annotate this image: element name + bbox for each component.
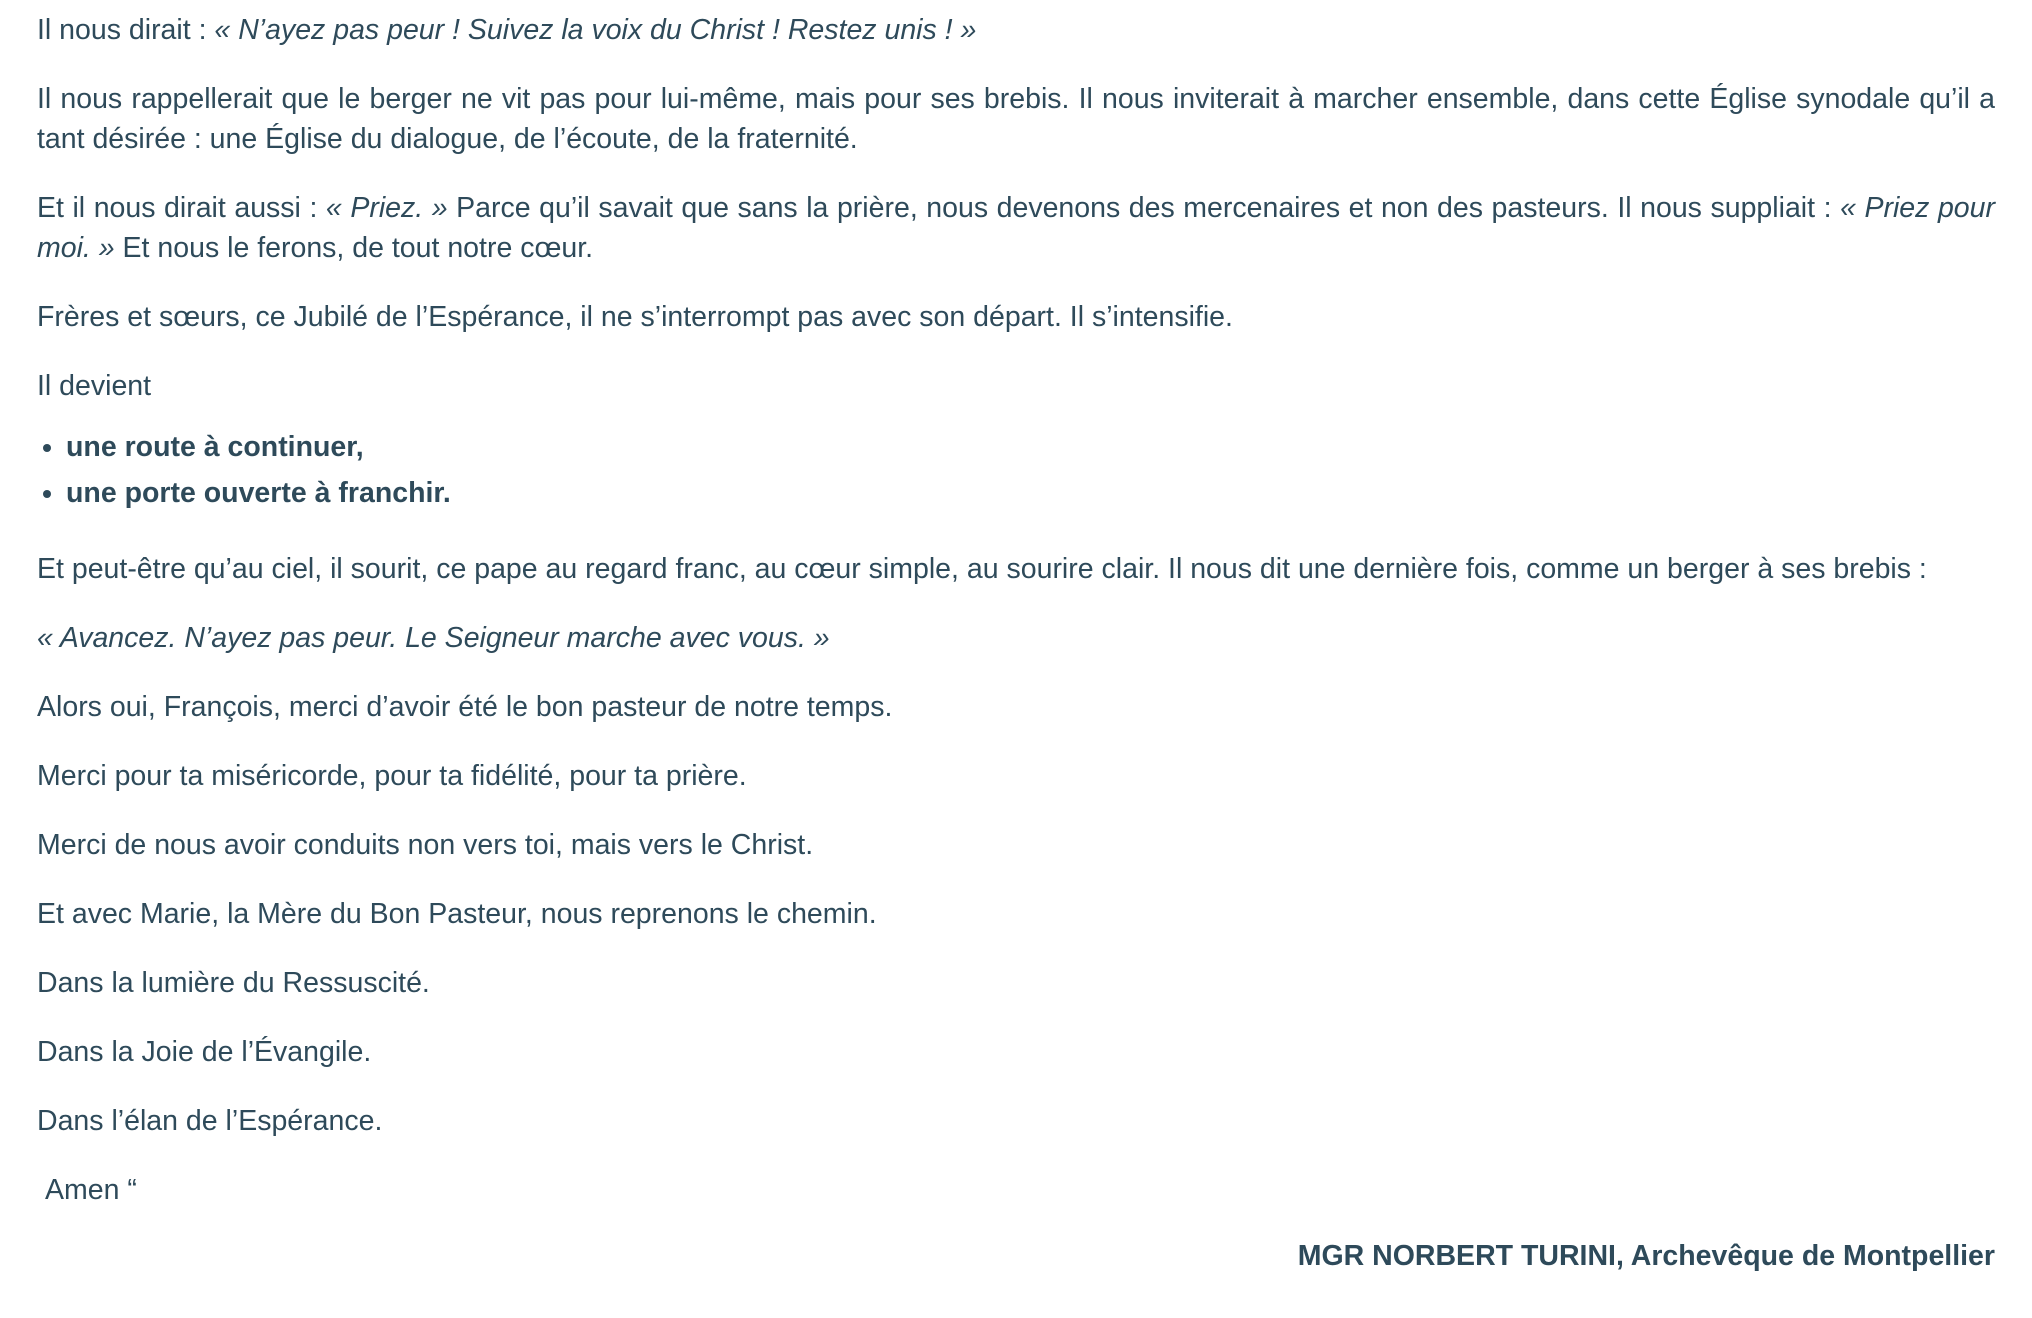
list-item: • une route à continuer,: [66, 424, 1995, 470]
paragraph-avancez-quote: [37, 618, 1995, 658]
quote-text: « Priez. »: [325, 192, 448, 224]
paragraph-elan: Dans l’élan de l’Espérance.: [37, 1105, 383, 1137]
paragraph-au-ciel: Et peut-être qu’au ciel, il sourit, ce pape au regard franc, au cœur simple, au sourire clair. Il nous dit une dernière fois, comme un berger à ses brebis :: [37, 553, 1927, 585]
quote-text: « N’ayez pas peur ! Suivez la voix du Christ ! Restez unis ! »: [214, 14, 977, 46]
paragraph-text: Il nous dirait :: [37, 14, 215, 46]
quote-text: « Avancez. N’ayez pas peur. Le Seigneur marche avec vous. »: [37, 622, 830, 654]
paragraph-amen: Amen “: [45, 1174, 137, 1206]
list-item: • une porte ouverte à franchir.: [66, 470, 1995, 516]
paragraph-text: Et nous le ferons, de tout notre cœur.: [114, 232, 594, 264]
author-signature: MGR NORBERT TURINI, Archevêque de Montpellier: [1297, 1240, 1995, 1272]
paragraph-merci-christ: Merci de nous avoir conduits non vers toi, mais vers le Christ.: [37, 829, 814, 861]
paragraph-marie: Et avec Marie, la Mère du Bon Pasteur, nous reprenons le chemin.: [37, 898, 877, 930]
paragraph-priez: [37, 188, 1995, 268]
paragraph-lumiere: Dans la lumière du Ressuscité.: [37, 967, 430, 999]
paragraph-joie: Dans la Joie de l’Évangile.: [37, 1036, 372, 1068]
paragraph-jubile: Frères et sœurs, ce Jubilé de l’Espérance, il ne s’interrompt pas avec son départ. Il s’intensifie.: [37, 301, 1233, 333]
paragraph-text: Parce qu’il savait que sans la prière, nous devenons des mercenaires et non des pasteurs. Il nous suppliait :: [447, 192, 1841, 224]
paragraph-il-devient: Il devient: [37, 370, 152, 402]
paragraph-berger: Il nous rappellerait que le berger ne vit pas pour lui-même, mais pour ses brebis. Il nous inviterait à marcher ensemble, dans cette Église synodale qu’il a tant désirée : une Église du dialogue, de l’écoute, de la fraternité.: [37, 83, 1995, 155]
paragraph-quote-nayez-pas-peur: [37, 10, 1995, 50]
quote-text: « Priez pour moi. »: [37, 192, 1996, 264]
paragraph-text: Et il nous dirait aussi :: [37, 192, 326, 224]
paragraph-merci-francois: Alors oui, François, merci d’avoir été le bon pasteur de notre temps.: [37, 691, 893, 723]
article-body: [37, 10, 1995, 1276]
bullet-list: [37, 424, 1995, 516]
paragraph-merci-misericorde: Merci pour ta miséricorde, pour ta fidélité, pour ta prière.: [37, 760, 747, 792]
